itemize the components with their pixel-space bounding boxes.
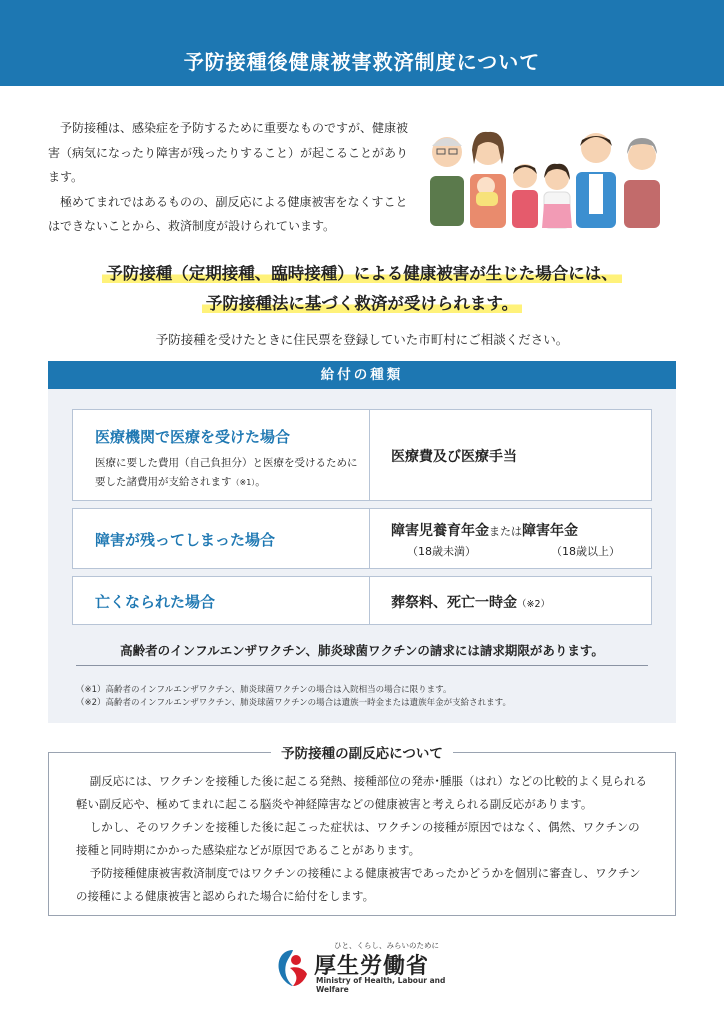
case-title: 障害が残ってしまった場合 [95, 531, 276, 549]
girl-figure [542, 164, 572, 228]
side-effects-title: 予防接種の副反応について [0, 742, 724, 762]
footnote-2: （※2）高齢者のインフルエンザワクチン、肺炎球菌ワクチンの場合は遺族一時金または遺族年金が支給されます。 [76, 698, 511, 708]
row-divider [369, 577, 370, 624]
case-title: 医療機関で医療を受けた場合 [95, 428, 291, 446]
row-divider [369, 509, 370, 568]
lead-line-2: 予防接種法に基づく救済が受けられます。 [0, 290, 724, 314]
side-effects-paragraph-1: 副反応には、ワクチンを接種した後に起こる発熱、接種部位の発赤･腫脹（はれ）などの比較的よく見られる軽い副反応や、極めてまれに起こる脳炎や神経障害などの健康被害と考えられる副反応があります。 [76, 774, 647, 811]
footnote-1: （※1）高齢者のインフルエンザワクチン、肺炎球菌ワクチンの場合は入院相当の場合に限ります。 [76, 685, 452, 695]
family-illustration [424, 124, 674, 234]
age-note-over-18: （18歳以上） [551, 545, 620, 558]
age-note-under-18: （18歳未満） [407, 545, 476, 558]
payment-type: 葬祭料、死亡一時金（※2） [391, 595, 551, 611]
intro-paragraph-1: 予防接種は、感染症を予防するために重要なものですが、健康被害（病気になったり障害が残ったりすること）が起こることがあります。 [48, 121, 409, 184]
father-figure [576, 133, 616, 228]
intro-text [48, 116, 418, 239]
benefit-row-death [72, 576, 652, 625]
boy-figure [512, 164, 538, 228]
grandfather-figure [430, 137, 464, 226]
lead-line-1: 予防接種（定期接種、臨時接種）による健康被害が生じた場合には、 [0, 260, 724, 284]
logo-name: 厚生労働省 [314, 954, 430, 979]
logo-tagline: ひと、くらし、みらいのために [334, 941, 439, 950]
side-effects-paragraph-3: 予防接種健康被害救済制度ではワクチンの接種による健康被害であったかどうかを個別に審査し、ワクチンの接種による健康被害と認められた場合に給付をします。 [76, 866, 641, 903]
mother-figure [470, 132, 506, 228]
claim-deadline-notice: 高齢者のインフルエンザワクチン、肺炎球菌ワクチンの請求には請求期限があります。 [76, 641, 648, 666]
benefits-panel [48, 361, 676, 723]
mhlw-logo-icon [276, 948, 310, 988]
intro-paragraph-2: 極めてまれではあるものの、副反応による健康被害をなくすことはできないことから、救済制度が設けられています。 [48, 194, 408, 233]
benefits-heading: 給付の種類 [48, 361, 676, 389]
benefit-row-disability [72, 508, 652, 569]
logo-english: Ministry of Health, Labour and Welfare [316, 976, 446, 994]
case-title: 亡くなられた場合 [95, 593, 216, 611]
row-divider [369, 410, 370, 500]
side-effects-paragraph-2: しかし、そのワクチンを接種した後に起こった症状は、ワクチンの接種が原因ではなく、偶然、ワクチンの接種と同時期にかかった感染症などが原因であることがあります。 [76, 820, 640, 857]
payment-type: 医療費及び医療手当 [391, 449, 517, 465]
benefit-row-medical [72, 409, 652, 501]
side-effects-text [76, 770, 651, 908]
grandmother-figure [624, 138, 660, 228]
page-title: 予防接種後健康被害救済制度について [183, 50, 541, 74]
page-header [0, 0, 724, 86]
payment-type: 障害児養育年金または障害年金 [391, 523, 578, 539]
case-description: 医療に要した費用（自己負担分）と医療を受けるために要した諸費用が支給されます（※1）。 [95, 457, 358, 488]
mhlw-logo [276, 940, 448, 994]
consult-text: 予防接種を受けたときに住民票を登録していた市町村にご相談ください。 [155, 332, 569, 347]
